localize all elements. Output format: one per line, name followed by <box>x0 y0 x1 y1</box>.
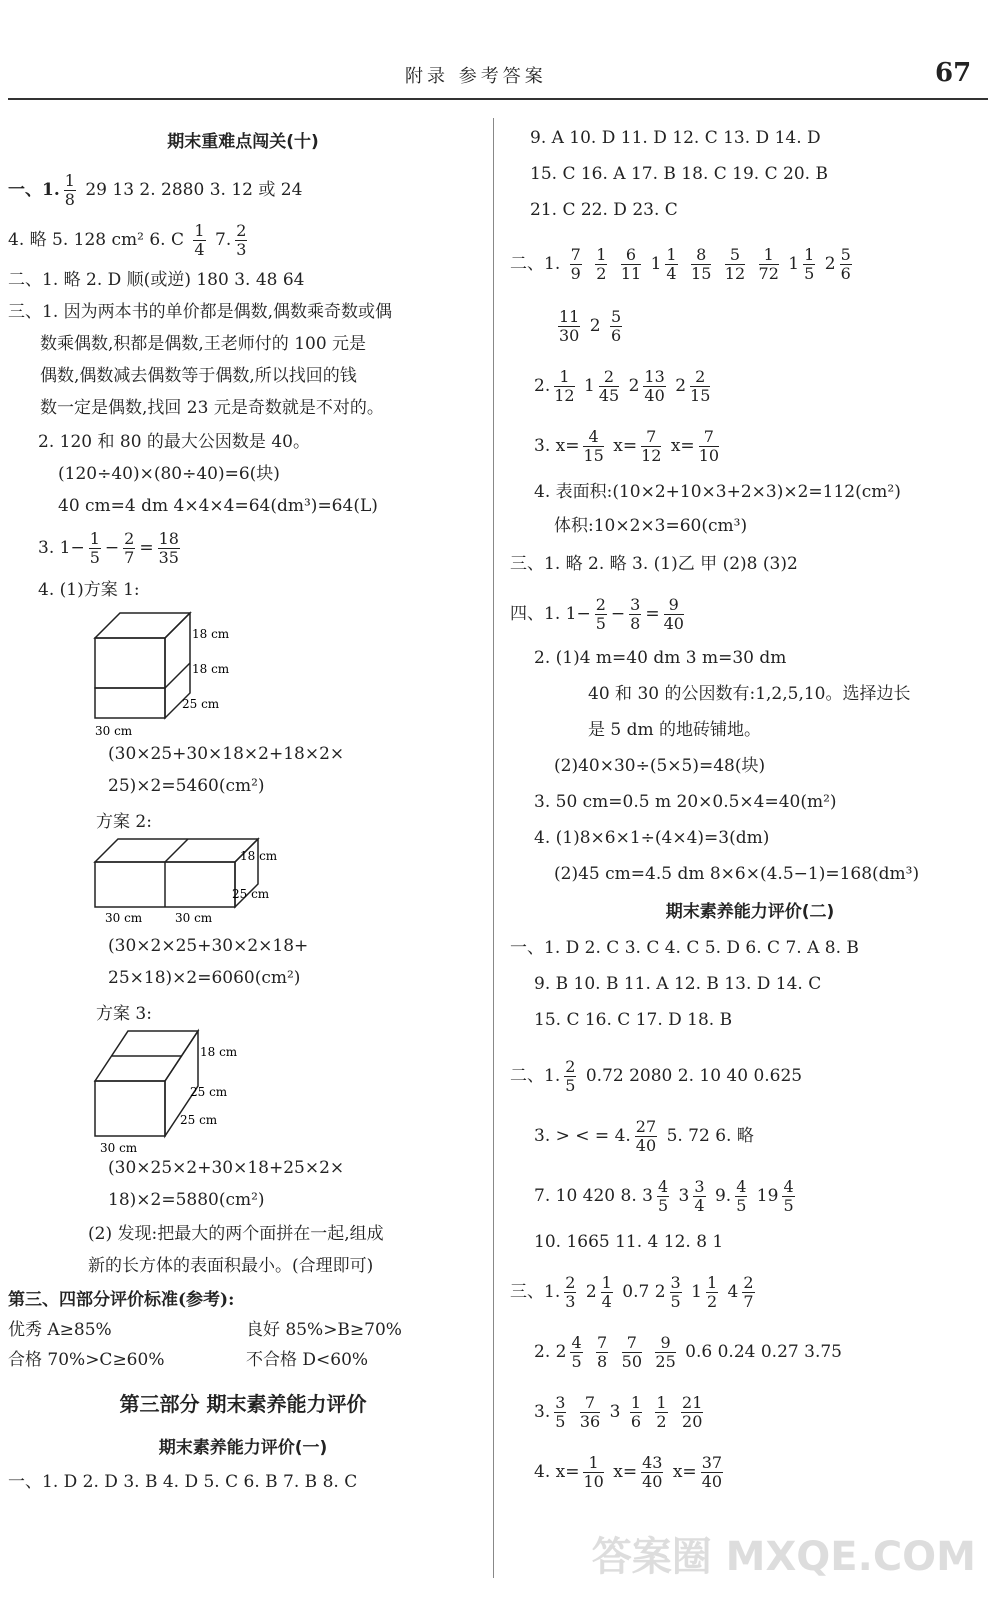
answer-line: 3. 50 cm=0.5 m 20×0.5×4=40(m²) <box>534 792 837 812</box>
answer-line: 4. 表面积:(10×2+10×3+2×3)×2=112(cm²) <box>534 482 901 502</box>
answer-line: 15. C 16. A 17. B 18. C 19. C 20. B <box>530 164 828 184</box>
answer-line: 4. (1)方案 1: <box>38 580 140 600</box>
answer-line: 3. > < = 4. $\frac{27}{40}$ 5. 72 6. 略 <box>534 1117 754 1155</box>
svg-text:30 cm: 30 cm <box>105 911 143 924</box>
answer-line: (2)40×30÷(5×5)=48(块) <box>554 756 766 776</box>
svg-text:25 cm: 25 cm <box>190 1085 228 1099</box>
answer-line: 4. (1)8×6×1÷(4×4)=3(dm) <box>534 828 770 848</box>
answer-line: 7. 10 420 8. 3 $\frac{4}{5}$ 3 $\frac{3}{4}$ 9. $\frac{4}{5}$ 19 $\frac{4}{5}$ <box>534 1177 794 1215</box>
answer-line: 40 cm=4 dm 4×4×4=64(dm³)=64(L) <box>58 496 378 516</box>
answer-line: 10. 1665 11. 4 12. 8 1 <box>534 1232 724 1252</box>
answer-line: 数一定是偶数,找回 23 元是奇数就是不对的。 <box>40 398 384 418</box>
section-title: 期末素养能力评价(二) <box>665 902 835 922</box>
answer-line: 新的长方体的表面积最小。(合理即可) <box>88 1256 374 1276</box>
answer-line: 9. A 10. D 11. D 12. C 13. D 14. D <box>530 128 821 148</box>
answer-line: 25×18)×2=6060(cm²) <box>108 968 301 988</box>
criteria-item: 优秀 A≥85% <box>8 1320 112 1340</box>
answer-line: 2. 120 和 80 的最大公因数是 40。 <box>38 432 310 452</box>
answer-line: (2) 发现:把最大的两个面拼在一起,组成 <box>88 1224 384 1244</box>
svg-text:18 cm: 18 cm <box>240 849 278 863</box>
part-heading: 第三部分 期末素养能力评价 <box>119 1392 367 1416</box>
criteria-item: 合格 70%>C≥60% <box>8 1350 165 1370</box>
column-divider <box>493 118 494 1578</box>
answer-line: 3. 1− $\frac{1}{5}$ − $\frac{2}{7}$ = $\frac{18}{35}$ <box>38 529 179 567</box>
answer-line: (2)45 cm=4.5 dm 8×6×(4.5−1)=168(dm³) <box>554 864 920 884</box>
box-diagram-plan2 <box>90 834 300 924</box>
watermark-logo: 答案圈 MXQE.COM <box>591 1534 976 1580</box>
answer-line: 体积:10×2×3=60(cm³) <box>554 516 748 536</box>
answer-line: 18)×2=5880(cm²) <box>108 1190 265 1210</box>
answer-line: 三、1. 略 2. 略 3. (1)乙 甲 (2)8 (3)2 <box>510 554 798 574</box>
answer-line: (30×25×2+30×18+25×2× <box>108 1158 345 1178</box>
answer-line: 偶数,偶数减去偶数等于偶数,所以找回的钱 <box>40 366 357 386</box>
page-number: 67 <box>935 58 972 88</box>
answer-line: (120÷40)×(80÷40)=6(块) <box>58 464 280 484</box>
answer-line: 二、1. $\frac{7}{9}$ $\frac{1}{2}$ $\frac{6}{11}$ 1 $\frac{1}{4}$ $\frac{8}{15}$ $\frac{5}{12}$ $\frac{1}{72}$ 1 $\frac{1}{5}$ 2 $\frac{5}{6}$ <box>510 245 851 283</box>
criteria-item: 不合格 D<60% <box>246 1350 369 1370</box>
header-title: 附录 参考答案 <box>405 66 547 87</box>
answer-line: 21. C 22. D 23. C <box>530 200 678 220</box>
answer-line: 一、1. $\frac{1}{8}$ 29 13 2. 2880 3. 12 或 24 <box>8 171 303 209</box>
answer-line: 是 5 dm 的地砖铺地。 <box>588 720 762 740</box>
svg-text:18 cm: 18 cm <box>200 1045 238 1059</box>
answer-line: 三、1. $\frac{2}{3}$ 2 $\frac{1}{4}$ 0.7 2 $\frac{3}{5}$ 1 $\frac{1}{2}$ 4 $\frac{2}{7}$ <box>510 1273 754 1311</box>
answer-line: 三、1. 因为两本书的单价都是偶数,偶数乘奇数或偶 <box>8 302 393 322</box>
answer-line: 9. B 10. B 11. A 12. B 13. D 14. C <box>534 974 822 994</box>
answer-line: 方案 3: <box>96 1004 152 1024</box>
answer-line: 4. 略 5. 128 cm² 6. C $\frac{1}{4}$ 7. $\frac{2}{3}$ <box>8 221 247 259</box>
answer-line: 方案 2: <box>96 812 152 832</box>
answer-line: $\frac{11}{30}$ 2 $\frac{5}{6}$ <box>559 307 622 345</box>
answer-line: (30×2×25+30×2×18+ <box>108 936 309 956</box>
answer-line: 3. $\frac{3}{5}$ $\frac{7}{36}$ 3 $\frac{1}{6}$ $\frac{1}{2}$ $\frac{21}{20}$ <box>534 1393 703 1431</box>
answer-line: 3. x= $\frac{4}{15}$ x= $\frac{7}{12}$ x= $\frac{7}{10}$ <box>534 427 720 465</box>
answer-line: 40 和 30 的公因数有:1,2,5,10。选择边长 <box>588 684 911 704</box>
svg-text:18 cm: 18 cm <box>192 662 230 676</box>
header-rule <box>8 98 988 100</box>
answer-line: 15. C 16. C 17. D 18. B <box>534 1010 733 1030</box>
criteria-heading: 第三、四部分评价标准(参考): <box>8 1290 235 1310</box>
svg-text:18 cm: 18 cm <box>192 627 230 641</box>
section-title: 期末重难点闯关(十) <box>167 132 319 152</box>
svg-text:25 cm: 25 cm <box>182 697 220 711</box>
box-diagram-plan3 <box>90 1026 260 1156</box>
svg-text:30 cm: 30 cm <box>175 911 213 924</box>
page-header <box>0 0 996 100</box>
answer-line: 一、1. D 2. D 3. B 4. D 5. C 6. B 7. B 8. C <box>8 1472 358 1492</box>
section-title: 期末素养能力评价(一) <box>158 1438 328 1458</box>
answer-line: 25)×2=5460(cm²) <box>108 776 265 796</box>
box-diagram-plan1 <box>90 608 240 738</box>
svg-text:25 cm: 25 cm <box>232 887 270 901</box>
answer-line: 2. $\frac{1}{12}$ 1 $\frac{2}{45}$ 2 $\frac{13}{40}$ 2 $\frac{2}{15}$ <box>534 367 711 405</box>
criteria-item: 良好 85%>B≥70% <box>246 1320 402 1340</box>
answer-line: 四、1. 1− $\frac{2}{5}$ − $\frac{3}{8}$ = $\frac{9}{40}$ <box>510 595 684 633</box>
answer-line: 数乘偶数,积都是偶数,王老师付的 100 元是 <box>40 334 367 354</box>
answer-line: 2. (1)4 m=40 dm 3 m=30 dm <box>534 648 787 668</box>
svg-text:30 cm: 30 cm <box>100 1141 138 1155</box>
answer-line: 2. 2 $\frac{4}{5}$ $\frac{7}{8}$ $\frac{7}{50}$ $\frac{9}{25}$ 0.6 0.24 0.27 3.75 <box>534 1333 842 1371</box>
svg-text:25 cm: 25 cm <box>180 1113 218 1127</box>
answer-line: 二、1. $\frac{2}{5}$ 0.72 2080 2. 10 40 0.625 <box>510 1057 803 1095</box>
svg-text:30 cm: 30 cm <box>95 724 133 738</box>
answer-line: (30×25+30×18×2+18×2× <box>108 744 345 764</box>
answer-line: 4. x= $\frac{1}{10}$ x= $\frac{43}{40}$ x= $\frac{37}{40}$ <box>534 1453 723 1491</box>
answer-line: 二、1. 略 2. D 顺(或逆) 180 3. 48 64 <box>8 270 305 290</box>
answer-line: 一、1. D 2. C 3. C 4. C 5. D 6. C 7. A 8. B <box>510 938 859 958</box>
